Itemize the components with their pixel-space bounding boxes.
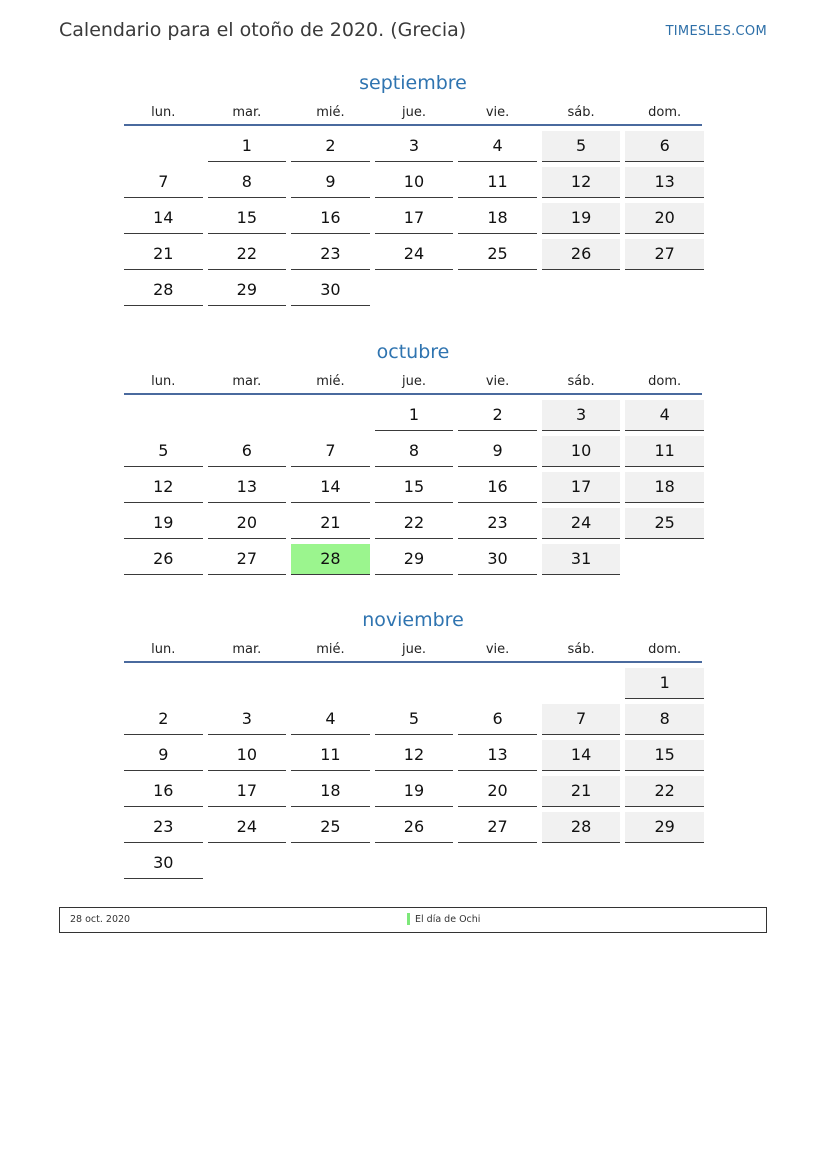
- day-cell: 23: [291, 239, 370, 270]
- day-grid: [124, 400, 702, 575]
- empty-cell: [208, 400, 287, 431]
- day-cell: 27: [208, 544, 287, 575]
- day-cell: 17: [375, 203, 454, 234]
- weekday-label: jue.: [401, 374, 426, 389]
- month-name: noviembre: [362, 609, 464, 631]
- holiday-legend: [59, 907, 767, 933]
- month-september: [124, 70, 702, 306]
- empty-cell: [124, 131, 203, 162]
- empty-cell: [375, 668, 454, 699]
- day-cell: 14: [542, 740, 621, 771]
- day-cell: 4: [291, 704, 370, 735]
- day-cell: 29: [208, 275, 287, 306]
- weekday-header: [124, 639, 702, 663]
- day-cell: 2: [124, 704, 203, 735]
- day-cell: 28: [542, 812, 621, 843]
- day-cell: 9: [458, 436, 537, 467]
- weekday-label: jue.: [401, 105, 426, 120]
- day-cell: 15: [625, 740, 704, 771]
- day-cell: 6: [208, 436, 287, 467]
- day-cell: 21: [124, 239, 203, 270]
- weekday-label: vie.: [485, 374, 510, 389]
- weekday-header: [124, 371, 702, 395]
- legend-marker: [407, 913, 410, 925]
- weekday-label: dom.: [648, 374, 682, 389]
- day-cell: 18: [458, 203, 537, 234]
- day-cell: 7: [124, 167, 203, 198]
- legend-date: 28 oct. 2020: [70, 914, 131, 925]
- empty-cell: [291, 668, 370, 699]
- day-cell: 24: [375, 239, 454, 270]
- day-cell: 13: [208, 472, 287, 503]
- day-cell: 25: [291, 812, 370, 843]
- day-cell-holiday: 28: [291, 544, 370, 575]
- day-cell: 19: [375, 776, 454, 807]
- weekday-label: sáb.: [567, 105, 595, 120]
- day-grid: [124, 131, 702, 306]
- day-cell: 14: [124, 203, 203, 234]
- weekday-label: dom.: [648, 642, 682, 657]
- day-cell: 6: [625, 131, 704, 162]
- day-cell: 31: [542, 544, 621, 575]
- day-cell: 5: [375, 704, 454, 735]
- day-cell: 18: [291, 776, 370, 807]
- day-cell: 18: [625, 472, 704, 503]
- day-cell: 20: [208, 508, 287, 539]
- day-cell: 1: [625, 668, 704, 699]
- legend-holiday-name: El día de Ochi: [415, 914, 481, 925]
- day-cell: 11: [458, 167, 537, 198]
- day-cell: 2: [291, 131, 370, 162]
- day-cell: 28: [124, 275, 203, 306]
- weekday-label: lun.: [151, 105, 176, 120]
- day-cell: 24: [208, 812, 287, 843]
- day-cell: 26: [375, 812, 454, 843]
- day-cell: 15: [375, 472, 454, 503]
- weekday-label: vie.: [485, 642, 510, 657]
- weekday-label: jue.: [401, 642, 426, 657]
- day-cell: 25: [458, 239, 537, 270]
- month-name: septiembre: [359, 72, 467, 94]
- day-cell: 4: [625, 400, 704, 431]
- day-cell: 12: [542, 167, 621, 198]
- weekday-label: sáb.: [567, 374, 595, 389]
- day-cell: 10: [208, 740, 287, 771]
- day-cell: 25: [625, 508, 704, 539]
- day-cell: 10: [375, 167, 454, 198]
- page-title: Calendario para el otoño de 2020. (Grecia): [59, 19, 467, 41]
- day-cell: 8: [375, 436, 454, 467]
- day-cell: 5: [124, 436, 203, 467]
- empty-cell: [458, 668, 537, 699]
- day-cell: 30: [458, 544, 537, 575]
- day-cell: 19: [124, 508, 203, 539]
- day-cell: 5: [542, 131, 621, 162]
- day-cell: 16: [458, 472, 537, 503]
- day-cell: 27: [625, 239, 704, 270]
- day-cell: 23: [458, 508, 537, 539]
- day-cell: 26: [542, 239, 621, 270]
- empty-cell: [542, 668, 621, 699]
- day-cell: 16: [291, 203, 370, 234]
- day-cell: 20: [625, 203, 704, 234]
- day-cell: 14: [291, 472, 370, 503]
- day-cell: 17: [542, 472, 621, 503]
- day-cell: 30: [291, 275, 370, 306]
- weekday-label: mar.: [232, 642, 262, 657]
- day-cell: 21: [542, 776, 621, 807]
- day-cell: 23: [124, 812, 203, 843]
- day-cell: 8: [208, 167, 287, 198]
- empty-cell: [124, 668, 203, 699]
- weekday-label: mié.: [316, 105, 345, 120]
- day-cell: 12: [124, 472, 203, 503]
- empty-cell: [208, 668, 287, 699]
- day-cell: 4: [458, 131, 537, 162]
- day-cell: 11: [291, 740, 370, 771]
- day-cell: 9: [291, 167, 370, 198]
- day-cell: 3: [542, 400, 621, 431]
- day-cell: 17: [208, 776, 287, 807]
- day-cell: 30: [124, 848, 203, 879]
- day-cell: 22: [208, 239, 287, 270]
- day-cell: 27: [458, 812, 537, 843]
- day-cell: 12: [375, 740, 454, 771]
- weekday-label: sáb.: [567, 642, 595, 657]
- day-cell: 20: [458, 776, 537, 807]
- day-cell: 8: [625, 704, 704, 735]
- site-link[interactable]: TIMESLES.COM: [665, 24, 767, 39]
- weekday-label: vie.: [485, 105, 510, 120]
- day-cell: 11: [625, 436, 704, 467]
- month-name: octubre: [376, 341, 450, 363]
- day-cell: 21: [291, 508, 370, 539]
- day-cell: 13: [625, 167, 704, 198]
- day-cell: 1: [375, 400, 454, 431]
- day-cell: 29: [625, 812, 704, 843]
- day-cell: 26: [124, 544, 203, 575]
- day-cell: 29: [375, 544, 454, 575]
- day-cell: 3: [375, 131, 454, 162]
- weekday-label: mié.: [316, 374, 345, 389]
- day-cell: 13: [458, 740, 537, 771]
- day-grid: [124, 668, 702, 879]
- day-cell: 2: [458, 400, 537, 431]
- weekday-label: mar.: [232, 374, 262, 389]
- day-cell: 15: [208, 203, 287, 234]
- weekday-label: lun.: [151, 642, 176, 657]
- weekday-label: dom.: [648, 105, 682, 120]
- month-october: [124, 339, 702, 575]
- day-cell: 22: [625, 776, 704, 807]
- day-cell: 10: [542, 436, 621, 467]
- day-cell: 22: [375, 508, 454, 539]
- day-cell: 24: [542, 508, 621, 539]
- month-november: [124, 607, 702, 879]
- day-cell: 3: [208, 704, 287, 735]
- weekday-label: lun.: [151, 374, 176, 389]
- day-cell: 1: [208, 131, 287, 162]
- empty-cell: [124, 400, 203, 431]
- day-cell: 9: [124, 740, 203, 771]
- day-cell: 6: [458, 704, 537, 735]
- day-cell: 19: [542, 203, 621, 234]
- day-cell: 16: [124, 776, 203, 807]
- empty-cell: [291, 400, 370, 431]
- weekday-header: [124, 102, 702, 126]
- day-cell: 7: [291, 436, 370, 467]
- day-cell: 7: [542, 704, 621, 735]
- weekday-label: mié.: [316, 642, 345, 657]
- weekday-label: mar.: [232, 105, 262, 120]
